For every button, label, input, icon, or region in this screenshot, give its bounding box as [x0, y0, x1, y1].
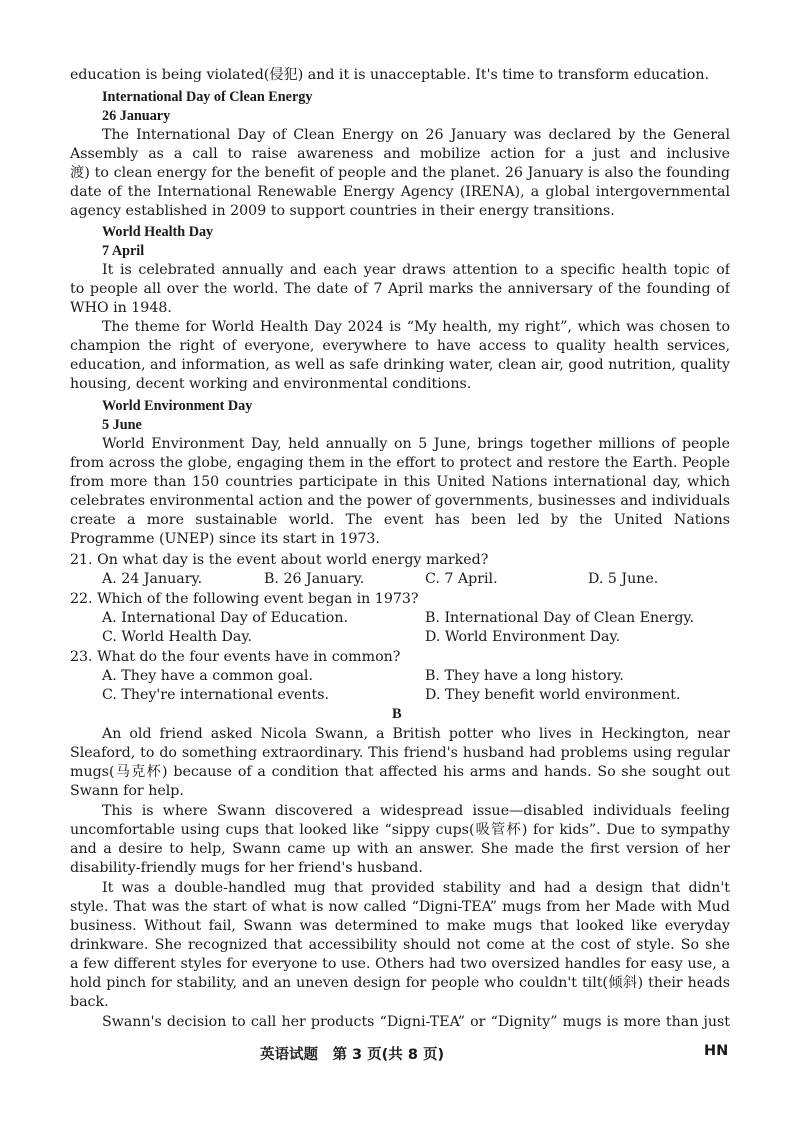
answer-option: B. 26 January. — [264, 571, 365, 587]
section-heading: World Health Day — [102, 224, 214, 240]
paragraph-line: The theme for World Health Day 2024 is “My health, my right”, which was chosen to — [102, 319, 730, 335]
paragraph-line: education, and information, as well as safe drinking water, clean air, good nutrition, quality — [70, 357, 730, 373]
paragraph-line: from more than 150 countries participate in this United Nations international day, which — [70, 474, 730, 490]
paragraph-line: to people all over the world. The date of 7 April marks the anniversary of the founding of — [70, 281, 730, 297]
answer-option: D. 5 June. — [588, 571, 659, 587]
paragraph-line: champion the right of everyone, everywhere to have access to quality health services, — [70, 338, 730, 354]
question-stem: 23. What do the four events have in common? — [70, 649, 401, 665]
paragraph-line: a few different styles for everyone to use. Others had two oversized handles for easy use, a — [70, 956, 730, 972]
paragraph-line: It is celebrated annually and each year draws attention to a specific health topic of — [102, 262, 730, 278]
paragraph-line: date of the International Renewable Energy Agency (IRENA), a global intergovernmental — [70, 184, 730, 200]
answer-option: C. 7 April. — [425, 571, 498, 587]
paragraph-line: 渡) to clean energy for the benefit of people and the planet. 26 January is also the founding — [70, 165, 730, 181]
paragraph-line: Sleaford, to do something extraordinary. This friend's husband had problems using regular — [70, 745, 730, 761]
answer-option: A. They have a common goal. — [102, 668, 313, 684]
page-footer: 英语试题 第 3 页(共 8 页) — [260, 1047, 445, 1063]
paragraph-line: mugs(马克杯) because of a condition that affected his arms and hands. So she sought out — [70, 764, 730, 780]
paragraph-line: Swann's decision to call her products “Digni-TEA” or “Dignity” mugs is more than just — [102, 1014, 730, 1030]
paragraph-line: disability-friendly mugs for her friend's husband. — [70, 860, 423, 876]
paragraph-line: The International Day of Clean Energy on 26 January was declared by the General — [102, 127, 730, 143]
answer-option: A. International Day of Education. — [102, 610, 348, 626]
paragraph-line: and a desire to help, Swann came up with an answer. She made the first version of her — [70, 841, 730, 857]
paragraph-line: drinkware. She recognized that accessibility should not come at the cost of style. So she — [70, 937, 730, 953]
paragraph-line: It was a double-handled mug that provided stability and had a design that didn't — [102, 880, 730, 896]
paragraph-line: celebrates environmental action and the power of governments, businesses and individuals — [70, 493, 730, 509]
answer-option: A. 24 January. — [102, 571, 203, 587]
paragraph-line: Programme (UNEP) since its start in 1973. — [70, 531, 380, 547]
paragraph-line: WHO in 1948. — [70, 300, 172, 316]
paragraph-line: This is where Swann discovered a widespread issue—disabled individuals feeling — [102, 803, 730, 819]
paragraph-line: uncomfortable using cups that looked like “sippy cups(吸管杯) for kids”. Due to sympathy — [70, 822, 730, 838]
paragraph-line: Swann for help. — [70, 783, 184, 799]
paragraph-line: create a more sustainable world. The event has been led by the United Nations — [70, 512, 730, 528]
answer-option: C. They're international events. — [102, 687, 329, 703]
paragraph-line: Assembly as a call to raise awareness and mobilize action for a just and inclusive — [70, 146, 730, 162]
paragraph-line: housing, decent working and environmental conditions. — [70, 376, 472, 392]
paragraph-line: back. — [70, 994, 109, 1010]
answer-option: B. They have a long history. — [425, 668, 624, 684]
section-heading: World Environment Day — [102, 398, 253, 414]
paragraph-line: business. Without fail, Swann was determined to make mugs that looked like everyday — [70, 918, 730, 934]
paragraph-line: hold pinch for stability, and an uneven design for people who couldn't tilt(倾斜) their heads — [70, 975, 730, 991]
paragraph-line: style. That was the start of what is now called “Digni-TEA” mugs from her Made with Mud — [70, 899, 730, 915]
section-date: 7 April — [102, 243, 145, 259]
answer-option: D. World Environment Day. — [425, 629, 621, 645]
paragraph-line: agency established in 2009 to support countries in their energy transitions. — [70, 203, 615, 219]
paragraph-line: World Environment Day, held annually on 5 June, brings together millions of people — [102, 436, 730, 452]
answer-option: D. They benefit world environment. — [425, 687, 681, 703]
answer-option: B. International Day of Clean Energy. — [425, 610, 695, 626]
paragraph-line: An old friend asked Nicola Swann, a British potter who lives in Heckington, near — [102, 726, 730, 742]
question-stem: 21. On what day is the event about world energy marked? — [70, 552, 489, 568]
paragraph-line: from across the globe, engaging them in the effort to protect and restore the Earth. People — [70, 455, 730, 471]
paragraph-line: education is being violated(侵犯) and it is unacceptable. It's time to transform education. — [70, 67, 709, 83]
answer-option: C. World Health Day. — [102, 629, 253, 645]
section-heading: International Day of Clean Energy — [102, 89, 313, 105]
paper-code: HN — [704, 1043, 729, 1059]
section-b-label: B — [392, 706, 402, 722]
question-stem: 22. Which of the following event began in 1973? — [70, 591, 419, 607]
section-date: 5 June — [102, 417, 142, 433]
section-date: 26 January — [102, 108, 171, 124]
